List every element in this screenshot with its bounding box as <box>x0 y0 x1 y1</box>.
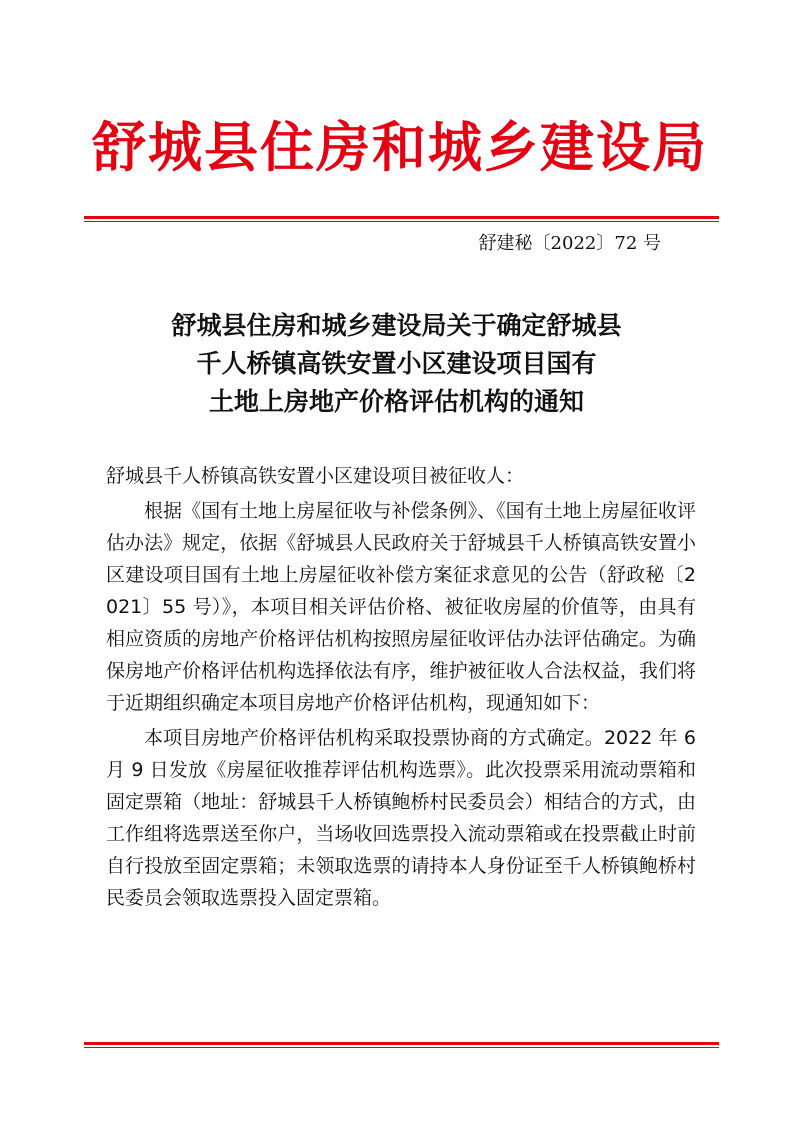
document-number: 舒建秘〔2022〕72 号 <box>478 233 661 254</box>
header-divider <box>84 216 719 222</box>
document-title <box>100 307 693 421</box>
agency-masthead: 舒城县住房和城乡建设局 <box>92 115 708 179</box>
title-line-3: 土地上房地产价格评估机构的通知 <box>208 387 584 416</box>
title-line-1: 舒城县住房和城乡建设局关于确定舒城县 <box>171 311 622 340</box>
document-body <box>106 460 696 917</box>
body-paragraph-1: 根据《国有土地上房屋征收与补偿条例》、《国有土地上房屋征收评估办法》规定，依据《舒城县人民政府关于舒城县千人桥镇高铁安置小区建设项目国有土地上房屋征收补偿方案征求意见的公告（舒政秘〔2021〕55 号）》，本项目相关评估价格、被征收房屋的价值等，由具有相应资质的房地产价格评估机构按照房屋征收评估办法评估确定。为确保房地产价格评估机构选择依法有序，维护被征收人合法权益，我们将于近期组织确定本项目房地产价格评估机构，现通知如下： <box>106 500 696 714</box>
body-paragraph-2: 本项目房地产价格评估机构采取投票协商的方式确定。2022 年 6 月 9 日发放《房屋征收推荐评估机构选票》。此次投票采用流动票箱和固定票箱（地址：舒城县千人桥镇鲍桥村民委员会）相结合的方式，由工作组将选票送至你户，当场收回选票投入流动票箱或在投票截止时前自行投放至固定票箱；未领取选票的请持本人身份证至千人桥镇鲍桥村民委员会领取选票投入固定票箱。 <box>106 727 696 909</box>
salutation: 舒城县千人桥镇高铁安置小区建设项目被征收人： <box>106 465 525 487</box>
title-line-2: 千人桥镇高铁安置小区建设项目国有 <box>196 349 597 378</box>
footer-divider <box>84 1042 719 1048</box>
